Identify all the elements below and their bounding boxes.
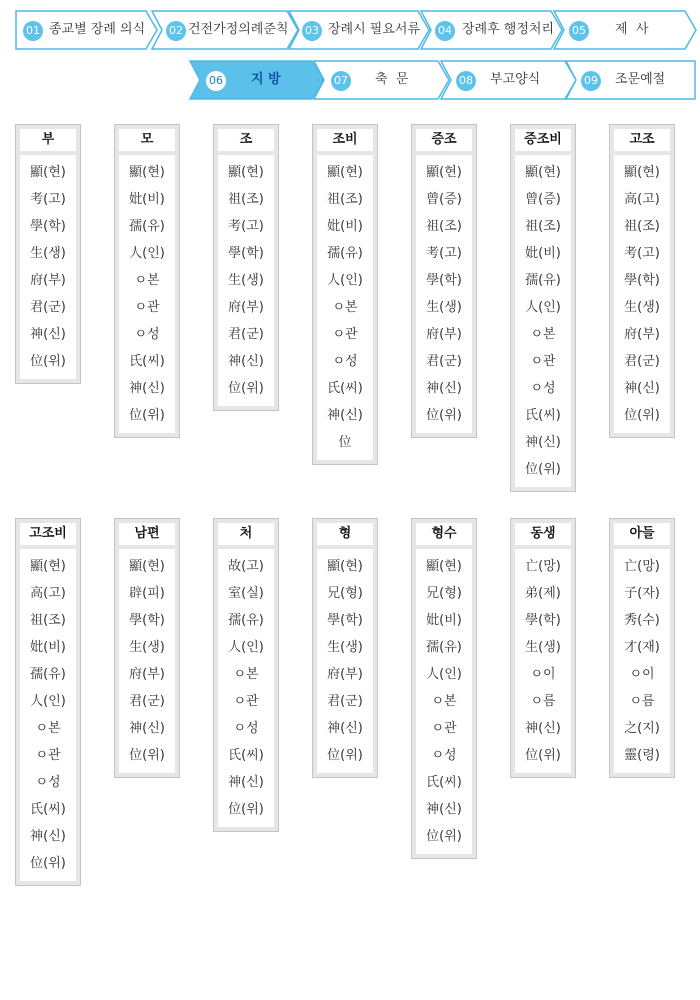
tablet-card bbox=[510, 518, 576, 778]
tablet-line: ㅇ관 bbox=[134, 300, 160, 315]
tablet-line: 孺(유) bbox=[426, 640, 462, 655]
tablet-line: 生(생) bbox=[426, 300, 462, 315]
tab-number-badge: 09 bbox=[581, 71, 601, 91]
tablet-card-title: 증조비 bbox=[515, 129, 571, 151]
tablet-card-title: 조 bbox=[218, 129, 274, 151]
tablet-card-title: 처 bbox=[218, 523, 274, 545]
tab-family-ritual-standards[interactable] bbox=[151, 10, 299, 50]
tablet-line: 府(부) bbox=[30, 273, 66, 288]
tab-number-badge: 08 bbox=[456, 71, 476, 91]
tablet-line: 辟(피) bbox=[129, 586, 165, 601]
tab-number-badge: 02 bbox=[166, 21, 186, 41]
tablet-card bbox=[312, 518, 378, 778]
tablet-line: 顯(현) bbox=[129, 559, 165, 574]
tablet-line: 府(부) bbox=[624, 327, 660, 342]
tablet-line: 孺(유) bbox=[228, 613, 264, 628]
tablet-line: 學(학) bbox=[129, 613, 165, 628]
tablet-line: ㅇ성 bbox=[35, 775, 61, 790]
tablet-card-body bbox=[317, 155, 373, 460]
tablet-card-body bbox=[317, 549, 373, 773]
tablet-card-body bbox=[20, 549, 76, 881]
tab-number-badge: 03 bbox=[302, 21, 322, 41]
tablet-line: 考(고) bbox=[30, 192, 66, 207]
tablet-line: 故(고) bbox=[228, 559, 264, 574]
tab-memorial-rites[interactable] bbox=[553, 10, 697, 50]
tablet-line: 神(신) bbox=[327, 408, 363, 423]
tablet-line: 考(고) bbox=[624, 246, 660, 261]
tablet-line: 靈(령) bbox=[624, 748, 660, 763]
tablet-line: ㅇ름 bbox=[629, 694, 655, 709]
tab-label: 축 문 bbox=[375, 72, 409, 87]
tablet-line: 神(신) bbox=[327, 721, 363, 736]
tablet-line: ㅇ관 bbox=[35, 748, 61, 763]
tab-number-badge: 04 bbox=[435, 21, 455, 41]
tablet-card bbox=[15, 518, 81, 886]
tablet-line: 生(생) bbox=[129, 640, 165, 655]
tablet-card bbox=[213, 518, 279, 832]
tablet-line: 孺(유) bbox=[129, 219, 165, 234]
tablet-line: ㅇ관 bbox=[332, 327, 358, 342]
tablet-card bbox=[114, 518, 180, 778]
tablet-line: 氏(씨) bbox=[30, 802, 66, 817]
tablet-line: 氏(씨) bbox=[426, 775, 462, 790]
tablet-line: 學(학) bbox=[426, 273, 462, 288]
tablet-line: 位(위) bbox=[426, 829, 462, 844]
tablet-line: 亡(망) bbox=[525, 559, 561, 574]
tablet-line: 府(부) bbox=[327, 667, 363, 682]
tablet-line: 之(지) bbox=[624, 721, 660, 736]
tablet-line: ㅇ관 bbox=[233, 694, 259, 709]
tablet-line: ㅇ관 bbox=[530, 354, 556, 369]
tablet-line: ㅇ성 bbox=[332, 354, 358, 369]
tablet-line: 位(위) bbox=[525, 462, 561, 477]
tablet-line: 君(군) bbox=[129, 694, 165, 709]
tablet-line: 曾(증) bbox=[525, 192, 561, 207]
tablet-card bbox=[510, 124, 576, 492]
tablet-card bbox=[609, 124, 675, 438]
tab-required-documents[interactable] bbox=[288, 10, 430, 50]
tablet-line: 位(위) bbox=[129, 748, 165, 763]
tablet-line: 位(위) bbox=[525, 748, 561, 763]
tab-number-badge: 06 bbox=[206, 71, 226, 91]
tablet-card-body bbox=[20, 155, 76, 379]
tablet-line: 君(군) bbox=[327, 694, 363, 709]
tablet-line: 顯(현) bbox=[129, 165, 165, 180]
tablet-line: 君(군) bbox=[30, 300, 66, 315]
tab-obituary-form[interactable] bbox=[440, 60, 577, 100]
tablet-line: 人(인) bbox=[129, 246, 165, 261]
tablet-line: 氏(씨) bbox=[327, 381, 363, 396]
tablet-line: 氏(씨) bbox=[525, 408, 561, 423]
tablet-line: 人(인) bbox=[327, 273, 363, 288]
tablet-line: 考(고) bbox=[426, 246, 462, 261]
tablet-line: 位(위) bbox=[228, 802, 264, 817]
tablet-line: ㅇ성 bbox=[233, 721, 259, 736]
tablet-line: ㅇ관 bbox=[431, 721, 457, 736]
tab-label: 종교별 장례 의식 bbox=[49, 22, 146, 37]
tablet-card-title: 아들 bbox=[614, 523, 670, 545]
tablet-line: 府(부) bbox=[129, 667, 165, 682]
tab-label: 장례후 행정처리 bbox=[462, 22, 555, 37]
tablet-line: 神(신) bbox=[426, 381, 462, 396]
tablet-line: 曾(증) bbox=[426, 192, 462, 207]
tablet-line: 神(신) bbox=[525, 435, 561, 450]
tablet-line: 孺(유) bbox=[30, 667, 66, 682]
tablet-card-body bbox=[614, 155, 670, 433]
tablet-line: 才(재) bbox=[624, 640, 660, 655]
tablet-card-title: 남편 bbox=[119, 523, 175, 545]
tablet-line: 神(신) bbox=[129, 381, 165, 396]
tablet-line: 神(신) bbox=[30, 829, 66, 844]
tablet-line: 顯(현) bbox=[624, 165, 660, 180]
tablet-card-title: 증조 bbox=[416, 129, 472, 151]
tablet-line: 君(군) bbox=[624, 354, 660, 369]
tablet-line: 顯(현) bbox=[30, 165, 66, 180]
tablet-line: 位(위) bbox=[129, 408, 165, 423]
tablet-line: 室(실) bbox=[228, 586, 264, 601]
tablet-line: ㅇ본 bbox=[134, 273, 160, 288]
tablet-line: 兄(형) bbox=[426, 586, 462, 601]
tablet-line: 顯(현) bbox=[327, 165, 363, 180]
tablet-line: 妣(비) bbox=[30, 640, 66, 655]
tablet-line: 人(인) bbox=[426, 667, 462, 682]
tablet-card-title: 고조 bbox=[614, 129, 670, 151]
tab-ancestral-tablet[interactable] bbox=[189, 60, 324, 100]
tablet-line: 人(인) bbox=[525, 300, 561, 315]
tablet-card-body bbox=[515, 155, 571, 487]
tab-label: 지 방 bbox=[251, 72, 281, 87]
tablet-line: 祖(조) bbox=[327, 192, 363, 207]
nav-row-2 bbox=[0, 60, 700, 104]
tablet-line: 位(위) bbox=[30, 354, 66, 369]
tablet-line: 人(인) bbox=[228, 640, 264, 655]
tablet-line: 妣(비) bbox=[327, 219, 363, 234]
tablet-line: ㅇ본 bbox=[233, 667, 259, 682]
tablet-line: 君(군) bbox=[228, 327, 264, 342]
tablet-line: 子(자) bbox=[624, 586, 660, 601]
tab-label: 제 사 bbox=[615, 22, 649, 37]
tablet-line: 君(군) bbox=[426, 354, 462, 369]
tablet-line: 兄(형) bbox=[327, 586, 363, 601]
tablet-line: 妣(비) bbox=[426, 613, 462, 628]
tablet-line: 人(인) bbox=[30, 694, 66, 709]
tablet-card-title: 형 bbox=[317, 523, 373, 545]
tablet-line: 神(신) bbox=[228, 775, 264, 790]
tablet-line: 考(고) bbox=[228, 219, 264, 234]
tab-label: 장례시 필요서류 bbox=[328, 22, 421, 37]
tablet-line: ㅇ성 bbox=[530, 381, 556, 396]
tablet-line: 位(위) bbox=[624, 408, 660, 423]
tablet-line: 學(학) bbox=[327, 613, 363, 628]
tablet-line: 生(생) bbox=[525, 640, 561, 655]
tablet-card-title: 부 bbox=[20, 129, 76, 151]
tablet-card bbox=[213, 124, 279, 411]
tablet-card-body bbox=[614, 549, 670, 773]
tablet-card-body bbox=[416, 155, 472, 433]
tablet-card bbox=[312, 124, 378, 465]
tablet-card-title: 동생 bbox=[515, 523, 571, 545]
tablet-card-title: 조비 bbox=[317, 129, 373, 151]
tablet-line: 氏(씨) bbox=[129, 354, 165, 369]
tablet-card bbox=[411, 518, 477, 859]
tablet-line: 弟(제) bbox=[525, 586, 561, 601]
tablet-line: ㅇ본 bbox=[530, 327, 556, 342]
tablet-card-title: 고조비 bbox=[20, 523, 76, 545]
tablet-line: 府(부) bbox=[426, 327, 462, 342]
tablet-line: 顯(현) bbox=[228, 165, 264, 180]
tab-number-badge: 05 bbox=[569, 21, 589, 41]
tablet-line: ㅇ성 bbox=[134, 327, 160, 342]
tablet-line: 祖(조) bbox=[426, 219, 462, 234]
tab-prayer-text[interactable] bbox=[313, 60, 450, 100]
tablet-line: 亡(망) bbox=[624, 559, 660, 574]
tablet-line: ㅇ이 bbox=[629, 667, 655, 682]
tab-label: 건전가정의례준칙 bbox=[188, 22, 289, 37]
tab-number-badge: 07 bbox=[331, 71, 351, 91]
tablet-line: 顯(현) bbox=[525, 165, 561, 180]
tablet-line: ㅇ본 bbox=[431, 694, 457, 709]
tablet-card-title: 모 bbox=[119, 129, 175, 151]
tablet-line: 府(부) bbox=[228, 300, 264, 315]
tablet-line: ㅇ성 bbox=[431, 748, 457, 763]
tablet-line: ㅇ본 bbox=[332, 300, 358, 315]
tablet-line: 祖(조) bbox=[30, 613, 66, 628]
tablet-line: 神(신) bbox=[525, 721, 561, 736]
tablet-line: 神(신) bbox=[30, 327, 66, 342]
tablet-line: 位(위) bbox=[228, 381, 264, 396]
tablet-line: 神(신) bbox=[129, 721, 165, 736]
tablet-card bbox=[609, 518, 675, 778]
tablet-line: 位(위) bbox=[426, 408, 462, 423]
tablet-line: 位(위) bbox=[30, 856, 66, 871]
tablet-line: 祖(조) bbox=[525, 219, 561, 234]
tablet-line: 神(신) bbox=[624, 381, 660, 396]
tablet-line: 生(생) bbox=[30, 246, 66, 261]
tablet-card bbox=[114, 124, 180, 438]
tablet-line: 生(생) bbox=[327, 640, 363, 655]
tablet-line: ㅇ본 bbox=[35, 721, 61, 736]
tablet-line: 妣(비) bbox=[525, 246, 561, 261]
tab-number-badge: 01 bbox=[23, 21, 43, 41]
tablet-line: 氏(씨) bbox=[228, 748, 264, 763]
tablet-card-title: 형수 bbox=[416, 523, 472, 545]
tab-label: 조문예절 bbox=[615, 72, 666, 87]
tab-post-funeral-admin[interactable] bbox=[420, 10, 563, 50]
tablet-line: 學(학) bbox=[30, 219, 66, 234]
tablet-card bbox=[15, 124, 81, 384]
tablet-line: 位 bbox=[338, 435, 352, 450]
tablet-line: 顯(현) bbox=[327, 559, 363, 574]
tablet-line: 位(위) bbox=[327, 748, 363, 763]
tablet-line: 孺(유) bbox=[327, 246, 363, 261]
tablet-line: 生(생) bbox=[624, 300, 660, 315]
tablet-line: 祖(조) bbox=[228, 192, 264, 207]
tablet-card-body bbox=[119, 155, 175, 433]
tablet-card-body bbox=[218, 549, 274, 827]
tablet-line: 孺(유) bbox=[525, 273, 561, 288]
tablet-line: 顯(현) bbox=[426, 559, 462, 574]
tablet-line: 高(고) bbox=[624, 192, 660, 207]
tablet-line: 學(학) bbox=[525, 613, 561, 628]
tablet-line: 生(생) bbox=[228, 273, 264, 288]
tablet-line: 顯(현) bbox=[30, 559, 66, 574]
tablet-card-body bbox=[218, 155, 274, 406]
tab-religious-funeral-rites[interactable] bbox=[15, 10, 158, 50]
tablet-line: 高(고) bbox=[30, 586, 66, 601]
tablet-line: 妣(비) bbox=[129, 192, 165, 207]
tablet-line: 神(신) bbox=[426, 802, 462, 817]
tablet-line: 學(학) bbox=[228, 246, 264, 261]
tab-condolence-etiquette[interactable] bbox=[565, 60, 697, 100]
tab-label: 부고양식 bbox=[490, 72, 541, 87]
tablet-line: ㅇ름 bbox=[530, 694, 556, 709]
tablet-card-body bbox=[119, 549, 175, 773]
tablet-card-body bbox=[515, 549, 571, 773]
tablet-line: 秀(수) bbox=[624, 613, 660, 628]
tablet-line: 學(학) bbox=[624, 273, 660, 288]
tablet-line: 神(신) bbox=[228, 354, 264, 369]
tablet-card bbox=[411, 124, 477, 438]
nav-row-1 bbox=[0, 10, 700, 54]
tablet-line: 祖(조) bbox=[624, 219, 660, 234]
tablet-card-body bbox=[416, 549, 472, 854]
tablet-line: ㅇ이 bbox=[530, 667, 556, 682]
tablet-line: 顯(현) bbox=[426, 165, 462, 180]
